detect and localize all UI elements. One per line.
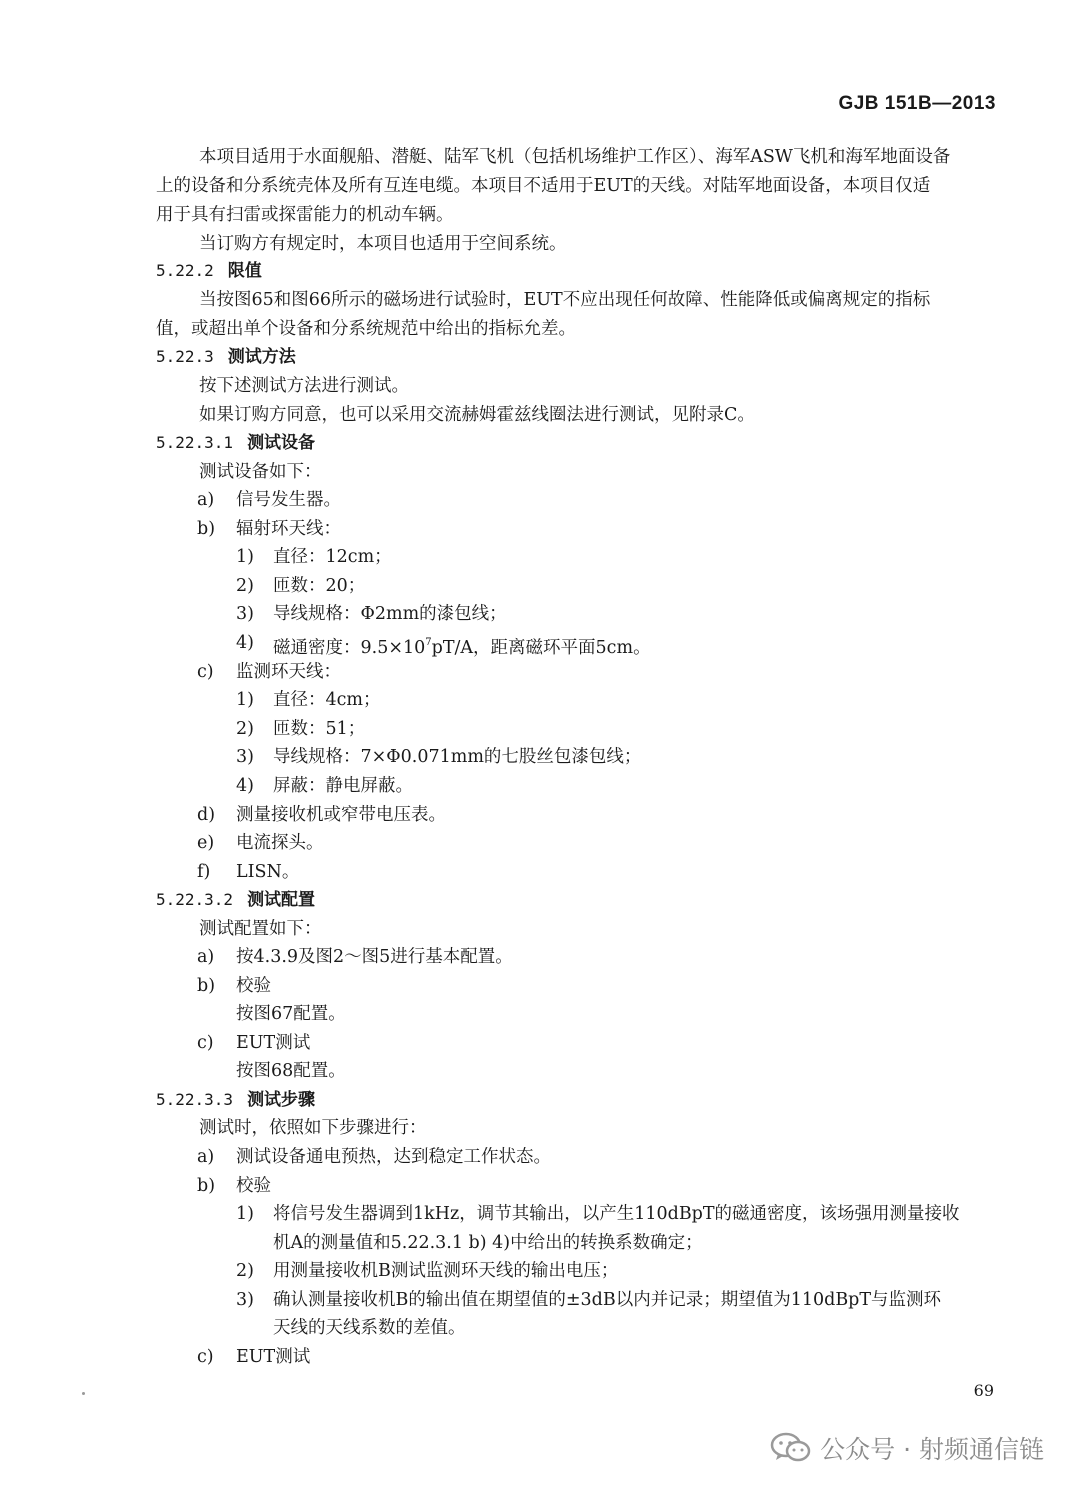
paragraph-line: 按下述测试方法进行测试。 [199,376,409,396]
list-text: 将信号发生器调到1kHz，调节其输出，以产生110dBpT的磁通密度，该场强用测量接收 [273,1204,960,1224]
list-marker: 2) [236,1261,254,1281]
section-heading-5-22-3-3 [156,1089,315,1111]
list-text: 确认测量接收机B的输出值在期望值的±3dB以内并记录；期望值为110dBpT与监测环 [273,1290,942,1310]
list-marker: a) [197,490,215,510]
list-text: 测量接收机或窄带电压表。 [236,805,446,825]
list-marker: 4) [236,776,254,796]
section-number: 5.22.3.1 [156,433,234,452]
list-text: 按图67配置。 [236,1004,346,1024]
list-text: 测试设备通电预热，达到稳定工作状态。 [236,1147,551,1167]
list-marker: 4) [236,633,254,653]
list-text: 直径：12cm； [273,547,392,567]
section-heading-5-22-3 [156,346,296,368]
section-number: 5.22.3.2 [156,890,234,909]
section-title: 测试方法 [227,347,296,367]
section-heading-5-22-3-1 [156,432,315,454]
list-text: 导线规格：Φ2mm的漆包线； [273,604,507,624]
list-marker: c) [197,662,214,682]
section-heading-5-22-3-2 [156,889,315,911]
paragraph-line: 当订购方有规定时，本项目也适用于空间系统。 [199,234,567,254]
list-marker: a) [197,1147,215,1167]
list-text: 匝数：51； [273,719,366,739]
section-title: 限值 [227,261,262,281]
section-number: 5.22.3.3 [156,1090,234,1109]
list-text: 监测环天线： [236,662,341,682]
scan-speck [82,1392,85,1395]
list-marker: e) [197,833,215,853]
paragraph-line: 如果订购方同意，也可以采用交流赫姆霍兹线圈法进行测试，见附录C。 [199,405,755,425]
list-marker: f) [197,862,211,882]
list-text: 屏蔽：静电屏蔽。 [273,776,413,796]
list-text: EUT测试 [236,1033,311,1053]
watermark-text: 公众号 · 射频通信链 [820,1435,1044,1464]
list-marker: 2) [236,719,254,739]
list-text: EUT测试 [236,1347,311,1367]
section-title: 测试步骤 [247,1090,316,1110]
paragraph-line: 测试设备如下： [199,462,322,482]
paragraph-line: 测试时，依照如下步骤进行： [199,1118,427,1138]
list-text: 校验 [236,1176,271,1196]
list-text: 信号发生器。 [236,490,341,510]
list-text: 辐射环天线： [236,519,341,539]
paragraph-line: 测试配置如下： [199,919,322,939]
standard-code: GJB 151B—2013 [838,93,996,114]
page-number: 69 [973,1381,994,1400]
paragraph-line: 当按图65和图66所示的磁场进行试验时，EUT不应出现任何故障、性能降低或偏离规定的指标 [199,290,931,310]
section-title: 测试设备 [247,433,316,453]
list-text: 直径：4cm； [273,690,381,710]
list-marker: 1) [236,547,254,567]
list-marker: a) [197,947,215,967]
list-marker: b) [197,519,216,539]
list-marker: b) [197,1176,216,1196]
list-text: 机A的测量值和5.22.3.1 b) 4)中给出的转换系数确定； [273,1233,703,1253]
list-text: LISN。 [236,862,300,882]
section-heading-5-22-2 [156,260,262,282]
wechat-icon [770,1431,812,1465]
list-text: 磁通密度：$9.5\times 10^7pT/A$，距离磁环平面5cm。 [273,637,651,658]
list-marker: b) [197,976,216,996]
list-marker: d) [197,805,216,825]
list-marker: 2) [236,576,254,596]
section-number: 5.22.2 [156,261,214,280]
list-text: 电流探头。 [236,833,324,853]
section-number: 5.22.3 [156,347,214,366]
list-marker: c) [197,1347,214,1367]
list-text: 天线的天线系数的差值。 [273,1318,466,1338]
list-marker: c) [197,1033,214,1053]
watermark [770,1428,1044,1468]
list-text: 匝数：20； [273,576,366,596]
paragraph-line: 本项目适用于水面舰船、潜艇、陆军飞机（包括机场维护工作区）、海军ASW飞机和海军地面设备 [199,147,951,167]
list-text: 按图68配置。 [236,1061,346,1081]
paragraph-line: 上的设备和分系统壳体及所有互连电缆。本项目不适用于EUT的天线。对陆军地面设备，本项目仅适 [156,176,931,196]
section-title: 测试配置 [247,890,316,910]
list-text: 校验 [236,976,271,996]
list-marker: 3) [236,604,254,624]
list-marker: 1) [236,1204,254,1224]
list-text: 用测量接收机B测试监测环天线的输出电压； [273,1261,619,1281]
list-text: 按4.3.9及图2～图5进行基本配置。 [236,947,513,967]
list-marker: 3) [236,1290,254,1310]
list-text: 导线规格：7×Φ0.071mm的七股丝包漆包线； [273,747,642,767]
paragraph-line: 值，或超出单个设备和分系统规范中给出的指标允差。 [156,319,576,339]
list-marker: 3) [236,747,254,767]
paragraph-line: 用于具有扫雷或探雷能力的机动车辆。 [156,205,454,225]
list-marker: 1) [236,690,254,710]
